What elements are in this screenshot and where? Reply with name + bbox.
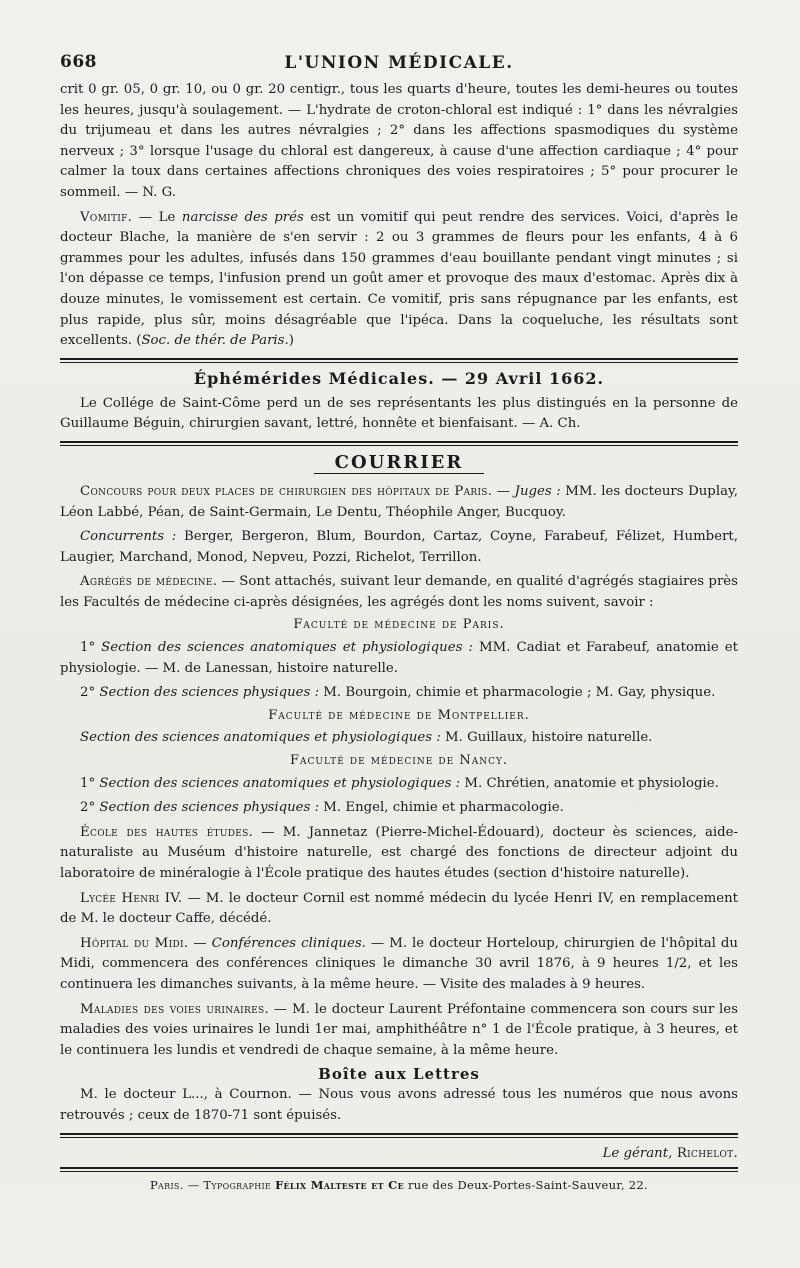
nancy-1-section: Section des sciences anatomiques et physiologiques : <box>99 775 461 791</box>
boite-body <box>60 1085 738 1126</box>
running-head <box>60 46 738 80</box>
imprint-place: Paris. — Typographie <box>150 1177 276 1192</box>
concours-dash: — <box>492 483 515 499</box>
vomitif-plant: narcisse des prés <box>181 209 304 225</box>
hopital-dash: — <box>188 935 212 951</box>
section-rule <box>60 441 738 446</box>
concurrents-label: Concurrents : <box>80 529 177 545</box>
ephemerides-body <box>60 394 738 435</box>
journal-title: L'UNION MÉDICALE. <box>284 53 514 73</box>
maladies-paragraph <box>60 1000 738 1062</box>
faculty-montpellier-head: Faculté de médecine de Montpellier. <box>268 707 530 723</box>
agreges-label: Agrégés de médecine. <box>80 574 218 590</box>
vomitif-source: Soc. de thér. de Paris. <box>141 333 289 349</box>
paris-1-section: Section des sciences anatomiques et physiologiques : <box>101 640 473 656</box>
agreges-paragraph <box>60 572 738 613</box>
nancy-2-text: M. Engel, chimie et pharmacologie. <box>319 800 564 816</box>
paris-section-2 <box>60 683 738 704</box>
intro-paragraph: crit 0 gr. 05, 0 gr. 10, ou 0 gr. 20 centigr., tous les quarts d'heure, toutes les demi-heures ou toutes les heures, jusqu'à soulagement. — L'hydrate de croton-chloral est indiqué : 1° dans les névralgies du trijumeau et dans les autres névralgies ; 2° dans les affections spasmodiques du système nerveux ; 3° lorsque l'usage du chloral est dangereux, à cause d'une affection cardiaque ; 4° pour calmer la toux dans certaines affections chroniques des voies respiratoires ; 5° pour procurer le sommeil. — N. G. <box>60 82 738 200</box>
maladies-text: — M. le docteur Laurent Préfontaine commencera son cours sur les maladies des voies urinaires le lundi 1er mai, amphithéâtre n° 1 de l'École pratique, à 3 heures, et le continuera les lundis et vendredi de chaque semaine, à la même heure. <box>60 1001 738 1058</box>
montpellier-section-name: Section des sciences anatomiques et physiologiques : <box>80 730 441 746</box>
faculty-paris-head: Faculté de médecine de Paris. <box>293 617 505 633</box>
ecole-label: École des hautes études. <box>80 824 254 840</box>
footer-rule <box>60 1133 738 1138</box>
juges-label: Juges : <box>514 483 561 499</box>
ephemerides-text: Le Collége de Saint-Côme perd un de ses représentants les plus distingués en la personne de Guillaume Béguin, chirurgien savant, lettré, honnête et bienfaisant. — A. Ch. <box>60 395 738 432</box>
ecole-paragraph <box>60 823 738 885</box>
hopital-paragraph <box>60 934 738 996</box>
vomitif-close: ) <box>288 333 294 349</box>
gerant-name: Richelot. <box>672 1145 738 1161</box>
juges-text: MM. les docteurs Duplay, Léon Labbé, Péan, de Saint-Germain, Le Dentu, Théophile Anger, Bucquoy. <box>60 483 738 520</box>
nancy-2-section: Section des sciences physiques : <box>99 800 320 816</box>
paris-section-1 <box>60 638 738 679</box>
hopital-text: — M. le docteur Horteloup, chirurgien de l'hôpital du Midi, commencera des conférences cliniques le dimanche 30 avril 1876, à 9 heures 1/2, et les continuera les dimanches suivants, à la même heure. — Visite des malades à 9 heures. <box>60 935 738 992</box>
paris-2-section: Section des sciences physiques : <box>99 685 320 701</box>
ecole-text: — M. Jannetaz (Pierre-Michel-Édouard), docteur ès sciences, aide-naturaliste au Muséum d'histoire naturelle, est chargé des fonctions de directeur adjoint du laboratoire de minéralogie à l'École pratique des hautes études (section d'histoire naturelle). <box>60 824 738 881</box>
boite-text: M. le docteur L..., à Cournon. — Nous vous avons adressé tous les numéros que nous avons retrouvés ; ceux de 1870-71 sont épuisés. <box>60 1087 738 1123</box>
agreges-text: — Sont attachés, suivant leur demande, en qualité d'agrégés stagiaires près les Facultés de médecine ci-après désignées, les agrégés dont les noms suivent, savoir : <box>60 574 738 610</box>
nancy-2-num: 2° <box>80 800 100 816</box>
faculty-nancy-head: Faculté de médecine de Nancy. <box>289 753 509 769</box>
vomitif-text: est un vomitif qui peut rendre des services. Voici, d'après le docteur Blache, la manière de s'en servir : 2 ou 3 grammes de fleurs pour les enfants, 4 à 6 grammes pour les adultes, infusés dans 150 grammes d'eau bouillante pendant vingt minutes ; si l'on dépasse ce temps, l'infusion prend un goût amer et provoque des maux d'estomac. Après dix à douze minutes, le vomissement est certain. Ce vomitif, pris sans répugnance par les enfants, est plus rapide, plus sûr, moins désagréable que l'ipéca. Dans la coqueluche, les résultats sont excellents. ( <box>60 209 738 349</box>
boite-title: Boîte aux Lettres <box>318 1065 480 1084</box>
concours-label: Concours pour deux places de chirurgien des hôpitaux de Paris. <box>80 483 493 499</box>
concurrents-text: Berger, Bergeron, Blum, Bourdon, Cartaz, Coyne, Farabeuf, Félizet, Humbert, Laugier, Marchand, Monod, Nepveu, Pozzi, Richelot, Terrillon. <box>60 529 738 565</box>
ephemerides-title: Éphémérides Médicales. — 29 Avril 1662. <box>193 368 605 388</box>
imprint-rule <box>60 1167 738 1172</box>
hopital-subtitle: Conférences cliniques. <box>211 935 366 951</box>
nancy-section-1 <box>60 774 738 795</box>
page-number: 668 <box>60 52 97 72</box>
hopital-label: Hôpital du Midi. <box>80 935 189 951</box>
concurrents-paragraph <box>60 527 738 568</box>
lycee-text: — M. le docteur Cornil est nommé médecin du lycée Henri IV, en remplacement de M. le docteur Caffe, décédé. <box>60 890 738 927</box>
article-body <box>60 80 738 352</box>
concours-paragraph <box>60 482 738 523</box>
montpellier-section <box>60 728 738 749</box>
courrier-title: COURRIER <box>334 451 464 473</box>
maladies-label: Maladies des voies urinaires. <box>80 1001 269 1017</box>
courrier-rule <box>314 473 484 474</box>
imprint-printer: Félix Malteste et Ce <box>275 1177 404 1192</box>
paris-2-num: 2° <box>80 685 100 701</box>
courrier-body <box>60 482 738 1061</box>
paris-2-text: M. Bourgoin, chimie et pharmacologie ; M. Gay, physique. <box>319 685 716 701</box>
gerant-line <box>60 1146 738 1161</box>
nancy-section-2 <box>60 798 738 819</box>
montpellier-text: M. Guillaux, histoire naturelle. <box>440 730 653 746</box>
lycee-label: Lycée Henri IV. <box>80 890 183 906</box>
gerant-label: Le gérant, <box>602 1145 673 1161</box>
lycee-paragraph <box>60 889 738 930</box>
nancy-1-text: M. Chrétien, anatomie et physiologie. <box>460 775 719 791</box>
vomitif-dash: — Le <box>132 209 182 225</box>
vomitif-label: Vomitif. <box>80 209 133 225</box>
vomitif-paragraph <box>60 208 738 352</box>
imprint-address: rue des Deux-Portes-Saint-Sauveur, 22. <box>404 1177 648 1192</box>
nancy-1-num: 1° <box>80 775 100 791</box>
paris-1-text: MM. Cadiat et Farabeuf, anatomie et physiologie. — M. de Lanessan, histoire naturelle. <box>60 640 738 676</box>
section-rule <box>60 358 738 363</box>
printer-imprint <box>60 1178 738 1192</box>
paris-1-num: 1° <box>80 640 102 656</box>
